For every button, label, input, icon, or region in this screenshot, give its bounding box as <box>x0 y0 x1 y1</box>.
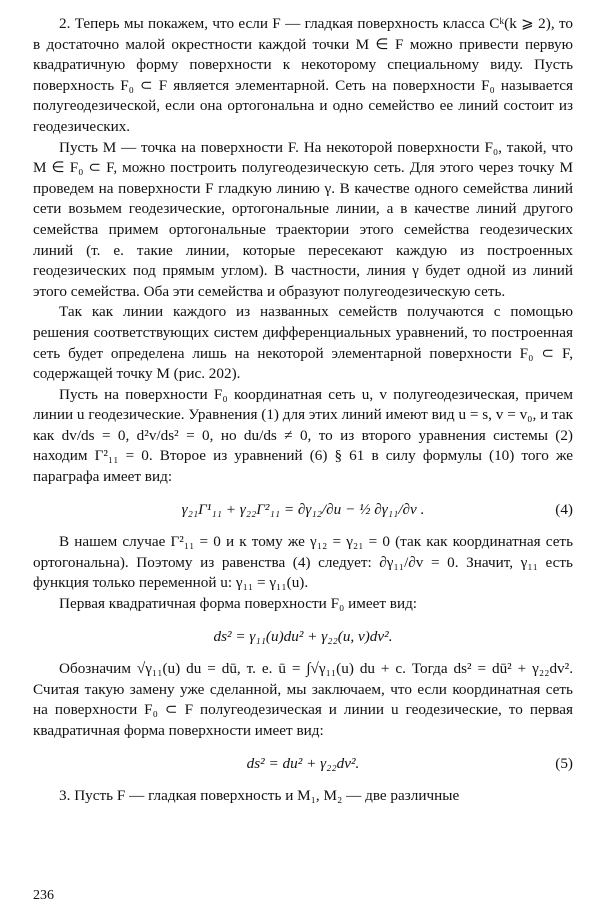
equation-4-number: (4) <box>555 500 573 518</box>
equation-ds-general-body: ds² = γ₁₁(u)du² + γ₂₂(u, v)dv². <box>213 627 393 645</box>
page-body <box>33 14 573 807</box>
equation-4-body: γ₂₁Γ¹₁₁ + γ₂₂Γ²₁₁ = ∂γ₁₂/∂u − ½ ∂γ₁₁/∂v . <box>181 500 425 518</box>
equation-5 <box>33 754 573 775</box>
equation-4 <box>33 500 573 521</box>
paragraph-2: 2. Теперь мы покажем, что если F — гладкая поверхность класса Cᵏ(k ⩾ 2), то в достаточно малой окрестности каждой точки M ∈ F можно привести первую квадратичную форму поверхности к некоторому специальному виду. Пусть поверхность F₀ ⊂ F является элементарной. Сеть на поверхности F₀ называется полугеодезической, если она ортогональна и одно семейство ее линий состоит из геодезических. <box>33 15 573 135</box>
equation-5-number: (5) <box>555 754 573 772</box>
paragraph-after-4: В нашем случае Γ²₁₁ = 0 и к тому же γ₁₂ = γ₂₁ = 0 (так как координатная сеть ортогональна). Поэтому из равенства (4) следует: ∂γ₁₁/∂v = 0. Значит, γ₁₁ есть функция только переменной u: γ₁₁ = γ₁₁(u). <box>33 533 573 592</box>
equation-5-body: ds² = du² + γ₂₂dv². <box>246 754 360 772</box>
equation-ds-general <box>33 627 573 648</box>
paragraph-first-form: Первая квадратичная форма поверхности F₀ имеет вид: <box>59 595 418 613</box>
paragraph-coordinate-net: Пусть на поверхности F₀ координатная сеть u, v полугеодезическая, причем линии u геодезические. Уравнения (1) для этих линий имеют вид u = s, v = v₀, и так как dv/ds = 0, d²v/ds² = 0, но du/ds ≠ 0, то из второго уравнения системы (2) находим Γ²₁₁ = 0. Второе из уравнений (6) § 61 в силу формулы (10) того же параграфа имеет вид: <box>33 385 573 486</box>
paragraph-3: 3. Пусть F — гладкая поверхность и M₁, M₂ — две различные <box>59 787 460 805</box>
paragraph-substitution: Обозначим √γ₁₁(u) du = dū, т. е. ū = ∫√γ₁₁(u) du + c. Тогда ds² = dū² + γ₂₂dv². Считая такую замену уже сделанной, мы заключаем, что если координатная сеть на поверхности F₀ ⊂ F полугеодезическая и линии u геодезические, то первая квадратичная форма поверхности имеет вид: <box>33 660 573 739</box>
paragraph-semigeodesic: Пусть M — точка на поверхности F. На некоторой поверхности F₀, такой, что M ∈ F₀ ⊂ F, можно построить полугеодезическую сеть. Для этого через точку M проведем на поверхности F гладкую линию γ. В качестве одного семейства линий сети возьмем геодезические, ортогональные линии, а в качестве линий другого семейства примем ортогональные траектории этого семейства геодезических линий (т. е. такие линии, которые пересекают каждую из построенных геодезических под прямым углом). В частности, линия γ будет одной из линий этого семейства. Оба эти семейства и образуют полугеодезическую сеть. <box>33 138 573 300</box>
paragraph-differential: Так как линии каждого из названных семейств получаются с помощью решения соответствующих систем дифференциальных уравнений, то построенная сеть будет определена лишь на некоторой элементарной поверхности F₀ ⊂ F, содержащей точку M (рис. 202). <box>33 303 573 383</box>
page-number: 236 <box>33 888 54 903</box>
